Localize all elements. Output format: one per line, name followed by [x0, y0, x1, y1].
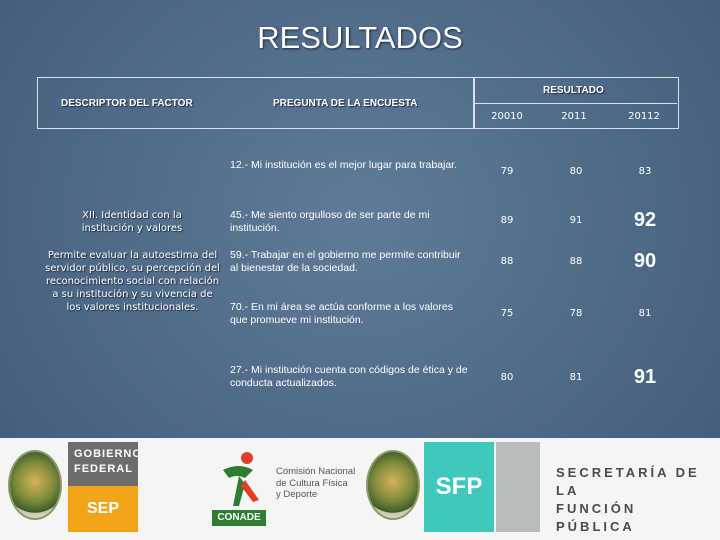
value-row-5-col-3: 91	[633, 366, 657, 388]
mexico-seal-icon-2	[366, 450, 420, 520]
secretaria-line-2: FUNCIÓN PÚBLICA	[556, 501, 637, 534]
gobierno-federal-logo	[68, 442, 142, 486]
gobierno-label: GOBIERNO	[74, 448, 142, 460]
year-col-3: 20112	[628, 111, 660, 122]
value-row-4-col-3: 81	[638, 308, 652, 319]
header-descriptor: DESCRIPTOR DEL FACTOR	[61, 98, 193, 109]
descriptor-factor: XII. Identidad con la institución y valores	[81, 210, 183, 234]
value-row-1-col-1: 79	[500, 166, 514, 177]
question-row-3: 59.- Trabajar en el gobierno me permite contribuir al bienestar de la sociedad.	[230, 249, 461, 274]
conade-name	[276, 466, 355, 501]
secretaria-text	[556, 464, 720, 536]
question-row-2: 45.- Me siento orgulloso de ser parte de mi institución.	[230, 209, 430, 234]
value-row-1-col-3: 83	[638, 166, 652, 177]
question-row-1: 12.- Mi institución es el mejor lugar para trabajar.	[230, 159, 458, 171]
page-title: RESULTADOS	[257, 20, 463, 55]
value-row-1-col-2: 80	[569, 166, 583, 177]
sfp-logo: SFP	[424, 442, 494, 532]
conade-figure-icon	[215, 448, 265, 510]
value-row-2-col-2: 91	[569, 215, 583, 226]
value-row-4-col-2: 78	[569, 308, 583, 319]
value-row-2-col-1: 89	[500, 215, 514, 226]
conade-name-line-2: de Cultura Física	[276, 477, 348, 489]
sfp-divider	[496, 442, 540, 532]
header-result-divider	[473, 103, 677, 104]
question-row-4: 70.- En mi área se actúa conforme a los valores que promueve mi institución.	[230, 301, 453, 326]
value-row-2-col-3: 92	[633, 209, 657, 231]
question-row-5: 27.- Mi institución cuenta con códigos de ética y de conducta actualizados.	[230, 364, 468, 389]
value-row-3-col-2: 88	[569, 256, 583, 267]
value-row-3-col-1: 88	[500, 256, 514, 267]
header-result: RESULTADO	[543, 85, 604, 96]
value-row-5-col-2: 81	[569, 372, 583, 383]
conade-name-line-3: y Deporte	[276, 489, 318, 500]
descriptor-description: Permite evaluar la autoestima del servidor público, su percepción del reconocimiento social con relación a su institución y su vivencia de los valores institucionales.	[45, 250, 220, 313]
secretaria-line-1: SECRETARÍA DE LA	[556, 465, 700, 498]
footer-logos	[0, 438, 720, 540]
header-question: PREGUNTA DE LA ENCUESTA	[273, 98, 418, 109]
year-col-1: 20010	[491, 111, 523, 122]
conade-name-line-1: Comisión Nacional	[276, 466, 356, 477]
conade-label-box: CONADE	[212, 510, 266, 526]
year-col-2: 2011	[561, 111, 587, 122]
value-row-4-col-1: 75	[500, 308, 514, 319]
mexico-seal-icon	[8, 450, 62, 520]
federal-label: FEDERAL	[74, 463, 133, 475]
value-row-3-col-3: 90	[633, 250, 657, 272]
sep-logo: SEP	[68, 486, 138, 532]
value-row-5-col-1: 80	[500, 372, 514, 383]
